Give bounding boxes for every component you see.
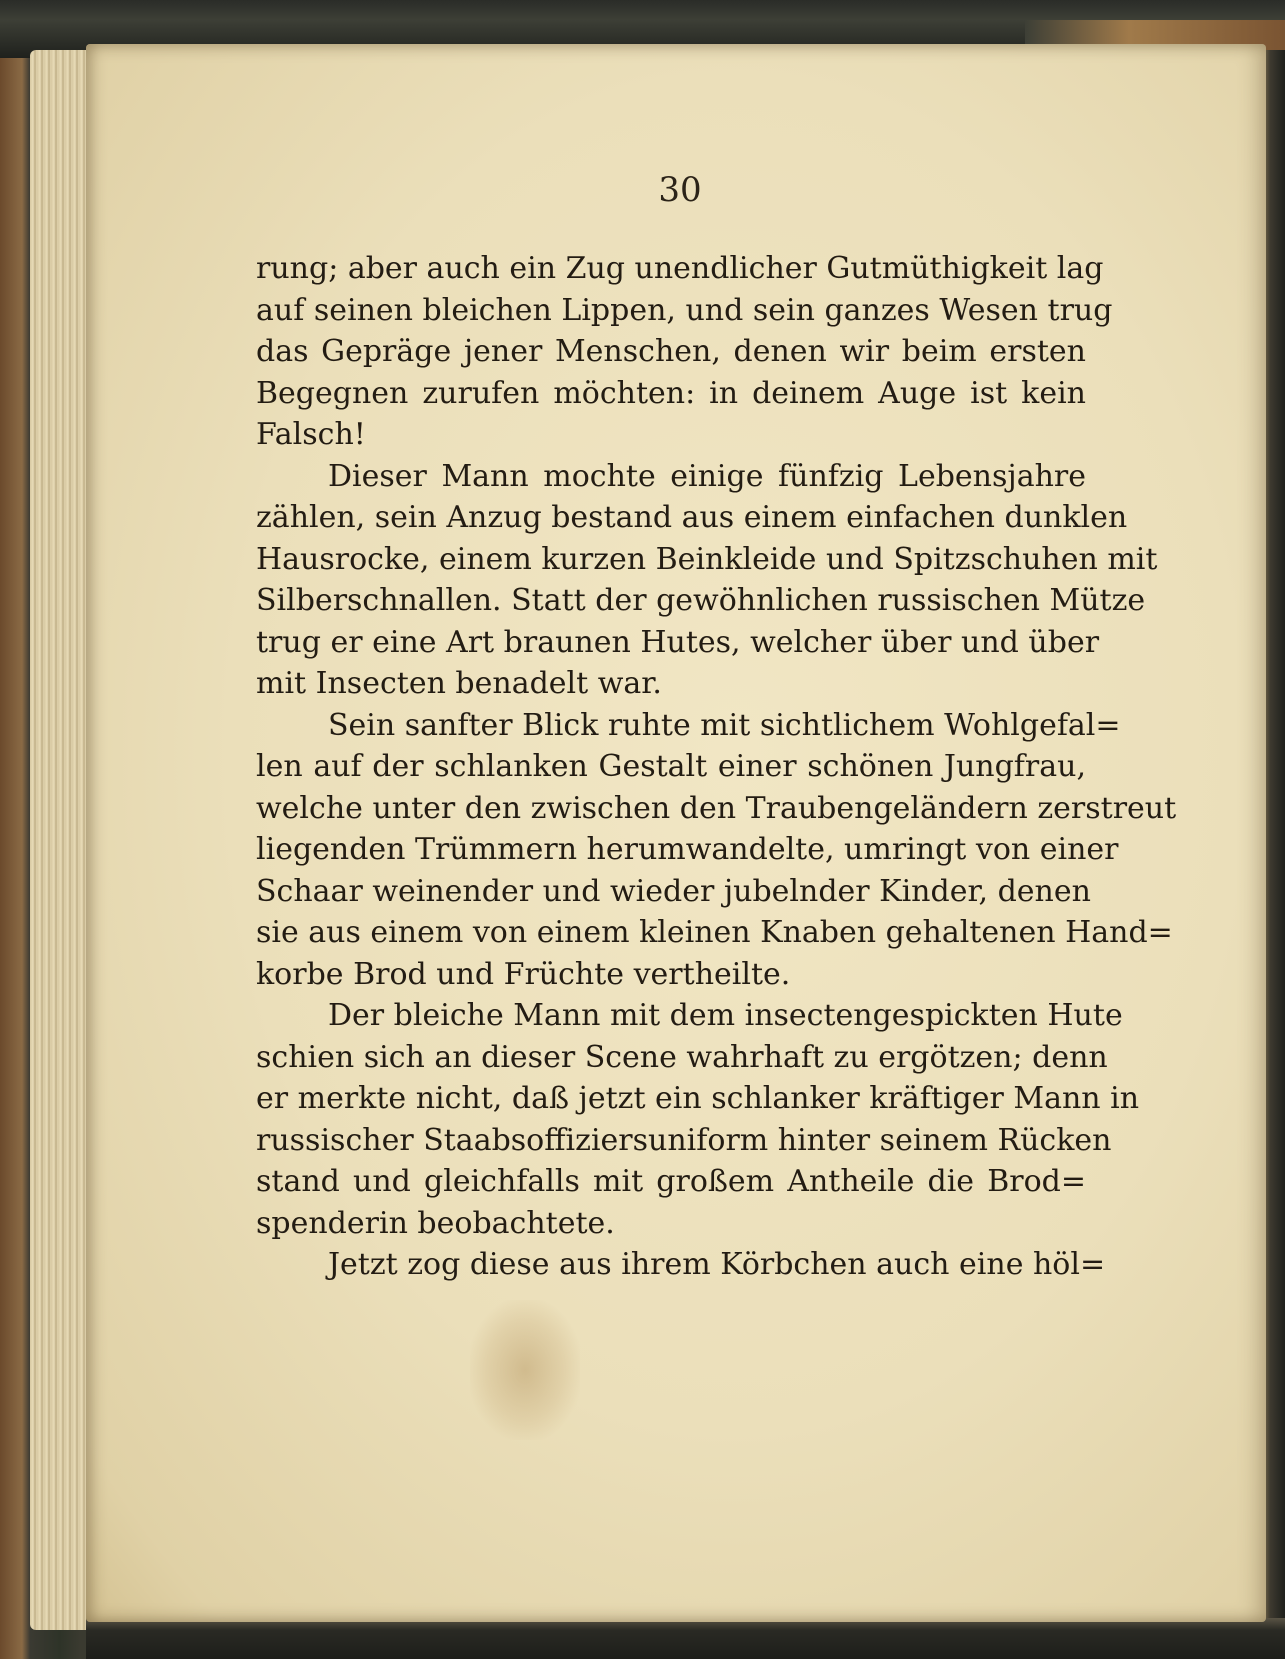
text-line: er merkte nicht, daß jetzt ein schlanker kräftiger Mann in bbox=[256, 1081, 1140, 1116]
text-line: len auf der schlanken Gestalt einer schönen Jungfrau, bbox=[256, 749, 1086, 784]
paragraph-3 bbox=[256, 705, 1177, 996]
book-cover-bottom bbox=[86, 1618, 1285, 1659]
text-line: zählen, sein Anzug bestand aus einem einfachen dunklen bbox=[256, 500, 1128, 535]
text-line: Hausrocke, einem kurzen Beinkleide und Spitzschuhen mit bbox=[256, 541, 1158, 577]
page-number: 30 bbox=[658, 170, 702, 210]
text-line: rung; aber auch ein Zug unendlicher Gutmüthigkeit lag bbox=[256, 251, 1104, 286]
text-line: Sein sanfter Blick ruhte mit sichtlichem Wohlgefal= bbox=[328, 707, 1121, 743]
text-line: liegenden Trümmern herumwandelte, umringt von einer bbox=[256, 832, 1119, 867]
text-line: trug er eine Art braunen Hutes, welcher über und über bbox=[256, 624, 1100, 660]
text-line: Dieser Mann mochte einige fünfzig Lebensjahre bbox=[328, 458, 1086, 494]
text-line: Falsch! bbox=[256, 417, 366, 452]
paragraph-2 bbox=[256, 456, 1158, 705]
paper-stain bbox=[470, 1300, 580, 1440]
text-line: Begegnen zurufen möchten: in deinem Auge ist kein bbox=[256, 375, 1086, 411]
text-line: sie aus einem von einem kleinen Knaben gehaltenen Hand= bbox=[256, 915, 1173, 950]
text-line: korbe Brod und Früchte vertheilte. bbox=[256, 956, 791, 992]
text-line: Silberschnallen. Statt der gewöhnlichen russischen Mütze bbox=[256, 583, 1146, 618]
text-line: auf seinen bleichen Lippen, und sein ganzes Wesen trug bbox=[256, 292, 1113, 328]
paragraph-1 bbox=[256, 248, 1113, 456]
text-line: mit Insecten benadelt war. bbox=[256, 666, 662, 701]
text-line: Der bleiche Mann mit dem insectengespickten Hute bbox=[328, 998, 1123, 1033]
text-line: spenderin beobachtete. bbox=[256, 1205, 615, 1241]
paragraph-5 bbox=[256, 1244, 1106, 1286]
text-line: Jetzt zog diese aus ihrem Körbchen auch eine höl= bbox=[328, 1247, 1106, 1282]
text-line: stand und gleichfalls mit großem Antheile die Brod= bbox=[256, 1164, 1086, 1199]
text-line: welche unter den zwischen den Traubengeländern zerstreut bbox=[256, 790, 1177, 826]
paragraph-4 bbox=[256, 995, 1140, 1244]
page-text bbox=[256, 248, 1177, 1286]
text-line: das Gepräge jener Menschen, denen wir beim ersten bbox=[256, 334, 1086, 369]
text-line: schien sich an dieser Scene wahrhaft zu ergötzen; denn bbox=[256, 1039, 1108, 1075]
text-line: Schaar weinender und wieder jubelnder Kinder, denen bbox=[256, 873, 1091, 909]
text-line: russischer Staabsoffiziersuniform hinter seinem Rücken bbox=[256, 1122, 1112, 1158]
